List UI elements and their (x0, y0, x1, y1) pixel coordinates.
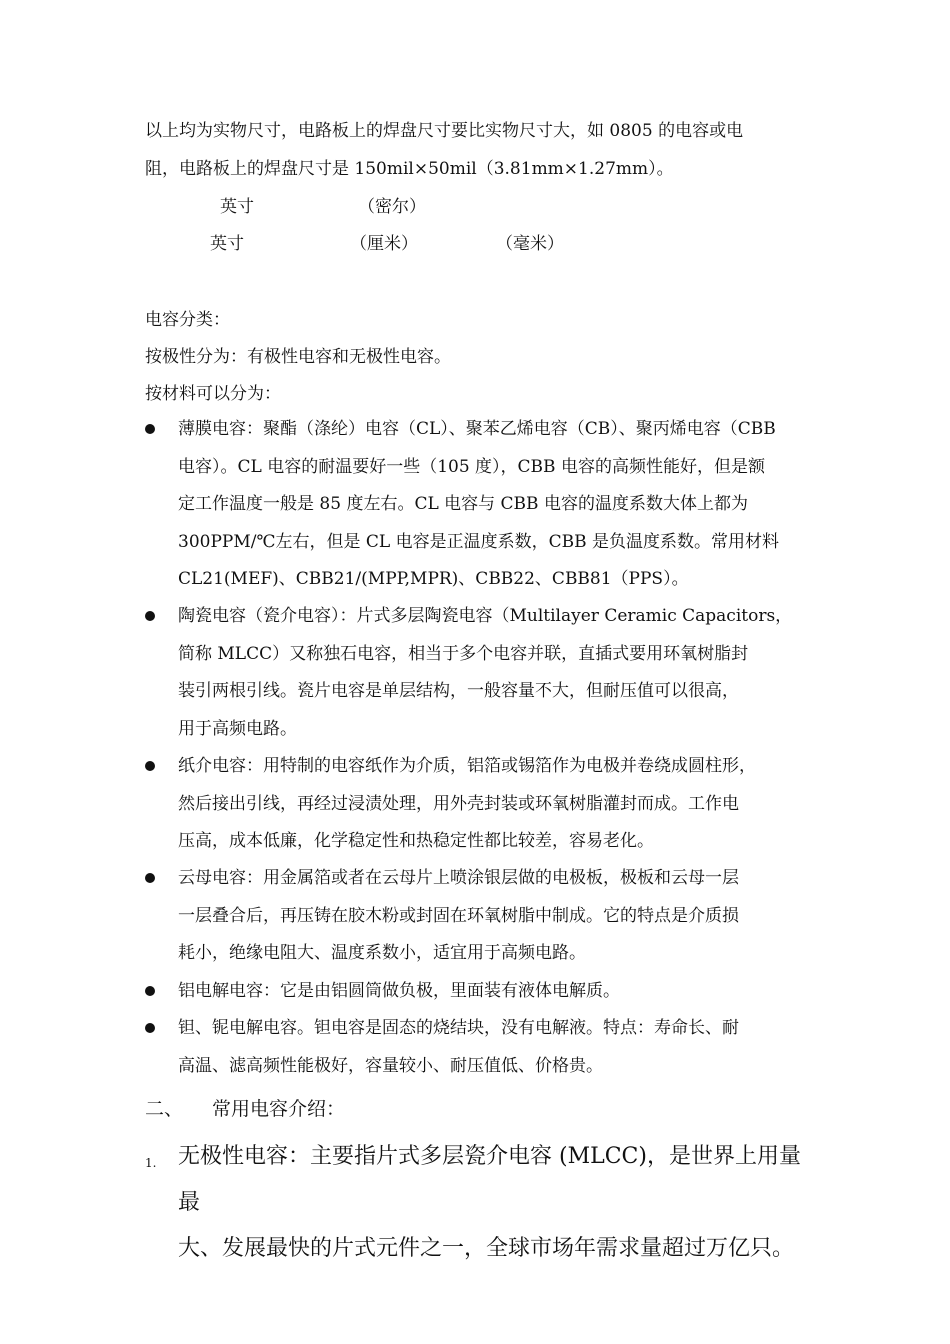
list-item-line: 用于高频电路。 (178, 718, 297, 739)
list-item-line: 电容）。CL 电容的耐温要好一些（105 度），CBB 电容的高频性能好，但是额 (178, 456, 765, 477)
unit-mil: （密尔） (358, 197, 426, 217)
list-item-line: CL21(MEF)、CBB21/(MPP,MPR)、CBB22、CBB81（PPS）。 (178, 569, 689, 589)
list-item-line: 简称 MLCC）又称独石电容，相当于多个电容并联，直插式要用环氧树脂封 (178, 643, 749, 664)
bullet-icon (145, 873, 155, 883)
bullet-icon (145, 424, 155, 434)
numbered-item-line-1: 无极性电容：主要指片式多层瓷介电容 (MLCC)，是世界上用量最 (178, 1144, 801, 1215)
list-item-line: 铝电解电容：它是由铝圆筒做负极，里面装有液体电解质。 (178, 981, 620, 1001)
classification-by-polarity: 按极性分为：有极性电容和无极性电容。 (145, 347, 451, 367)
bullet-icon (145, 611, 155, 621)
list-item-line: 定工作温度一般是 85 度左右。CL 电容与 CBB 电容的温度系数大体上都为 (178, 494, 748, 514)
numbered-item-label: 1. (145, 1156, 157, 1170)
list-item-ceramic-capacitor (178, 598, 808, 748)
bullet-icon (145, 986, 155, 996)
list-item-line: 然后接出引线，再经过浸渍处理，用外壳封装或环氧树脂灌封而成。工作电 (178, 793, 739, 814)
list-item-line: 薄膜电容：聚酯（涤纶）电容（CL）、聚苯乙烯电容（CB）、聚丙烯电容（CBB (178, 419, 776, 439)
bullet-icon (145, 761, 155, 771)
classification-by-material: 按材料可以分为： (145, 384, 281, 404)
list-item-line: 压高，成本低廉，化学稳定性和热稳定性都比较差，容易老化。 (178, 831, 654, 851)
classification-title: 电容分类： (145, 310, 230, 330)
list-item-line: 纸介电容：用特制的电容纸作为介质，铝箔或锡箔作为电极并卷绕成圆柱形， (178, 756, 756, 776)
unit-inch-2: 英寸 (210, 234, 244, 254)
intro-line-2: 阻，电路板上的焊盘尺寸是 150mil×50mil（3.81mm×1.27mm）。 (145, 159, 674, 179)
unit-cm: （厘米） (350, 234, 418, 254)
list-item-line: 装引两根引线。瓷片电容是单层结构，一般容量不大，但耐压值可以很高， (178, 681, 739, 701)
intro-line-1: 以上均为实物尺寸，电路板上的焊盘尺寸要比实物尺寸大，如 0805 的电容或电 (145, 121, 744, 141)
list-item-mica-capacitor (178, 860, 808, 973)
section-title: 常用电容介绍： (212, 1098, 346, 1120)
list-item-line: 陶瓷电容（瓷介电容）：片式多层陶瓷电容（Multilayer Ceramic Capacitors， (178, 606, 793, 626)
list-item-film-capacitor (178, 411, 808, 599)
list-item-line: 300PPM/℃左右，但是 CL 电容是正温度系数，CBB 是负温度系数。常用材料 (178, 531, 779, 552)
numbered-item-text (178, 1134, 818, 1272)
list-item-line: 高温、滤高频性能极好，容量较小、耐压值低、价格贵。 (178, 1055, 603, 1076)
list-item-aluminum-electrolytic (178, 973, 808, 1011)
unit-mm: （毫米） (496, 234, 564, 254)
list-item-paper-capacitor (178, 748, 808, 861)
section-number: 二、 (145, 1098, 184, 1120)
unit-inch-1: 英寸 (220, 197, 254, 217)
list-item-line: 钽、铌电解电容。钽电容是固态的烧结块，没有电解液。特点：寿命长、耐 (178, 1018, 739, 1038)
list-item-line: 耗小，绝缘电阻大、温度系数小，适宜用于高频电路。 (178, 943, 586, 963)
list-item-tantalum-capacitor (178, 1010, 808, 1085)
list-item-line: 一层叠合后，再压铸在胶木粉或封固在环氧树脂中制成。它的特点是介质损 (178, 905, 739, 926)
numbered-item-line-2: 大、发展最快的片式元件之一，全球市场年需求量超过万亿只。 (178, 1236, 795, 1261)
list-item-line: 云母电容：用金属箔或者在云母片上喷涂银层做的电极板，极板和云母一层 (178, 868, 739, 888)
bullet-icon (145, 1023, 155, 1033)
